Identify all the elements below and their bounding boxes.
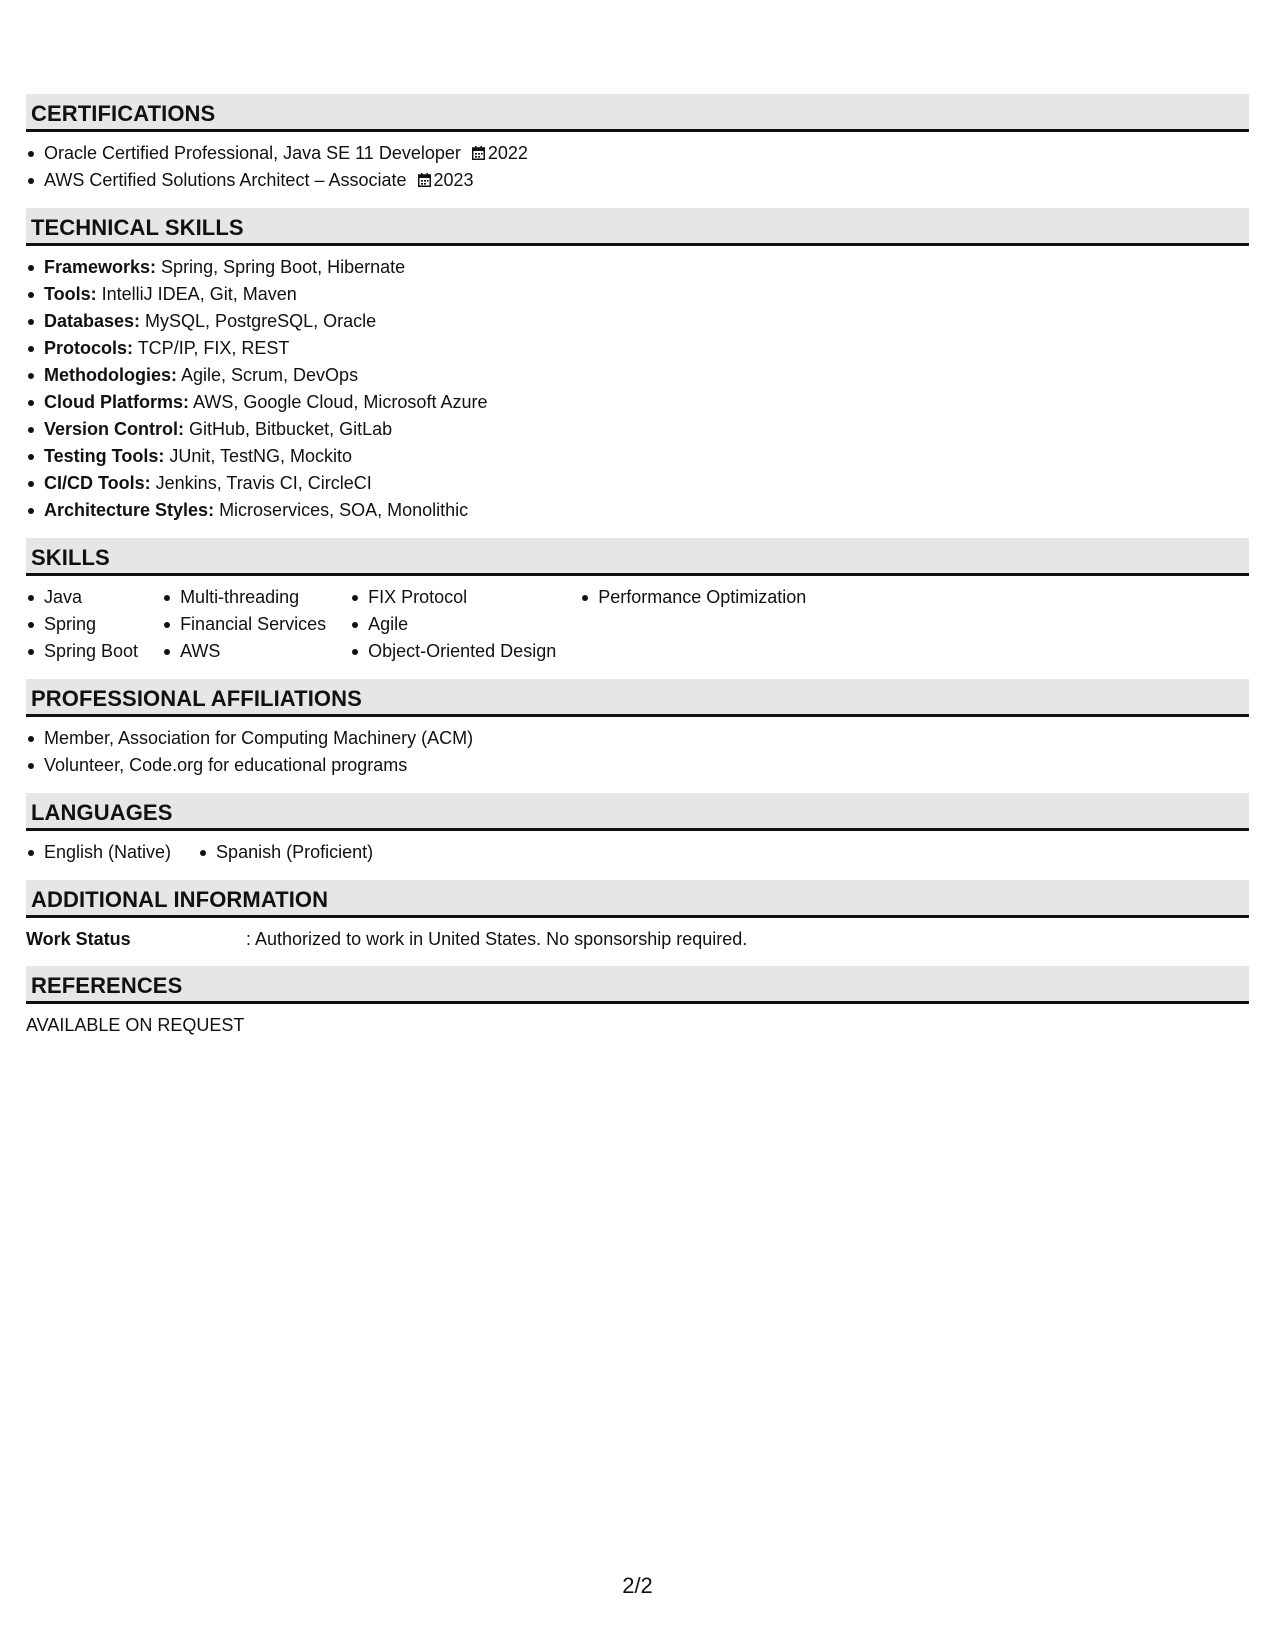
skill-category: Architecture Styles: bbox=[44, 500, 215, 520]
calendar-icon bbox=[472, 146, 485, 160]
list-item bbox=[26, 140, 1249, 167]
section-heading: LANGUAGES bbox=[26, 793, 1249, 831]
work-status-value: : Authorized to work in United States. No sponsorship required. bbox=[246, 929, 748, 949]
list-item: Member, Association for Computing Machinery (ACM) bbox=[26, 725, 1249, 752]
languages-list bbox=[26, 839, 1249, 866]
skills-section bbox=[26, 538, 1249, 665]
section-heading: CERTIFICATIONS bbox=[26, 94, 1249, 132]
technical-skills-list bbox=[26, 254, 1249, 524]
skill-category: CI/CD Tools: bbox=[44, 473, 151, 493]
list-item bbox=[26, 497, 1249, 524]
list-item bbox=[26, 281, 1249, 308]
work-status-label: Work Status bbox=[26, 929, 131, 949]
skill-values: JUnit, TestNG, Mockito bbox=[164, 446, 353, 466]
list-item: Spring Boot bbox=[26, 638, 138, 665]
skills-grid bbox=[26, 584, 1249, 665]
references-text: AVAILABLE ON REQUEST bbox=[26, 1015, 245, 1035]
list-item bbox=[26, 254, 1249, 281]
list-item bbox=[26, 167, 1249, 194]
skill-category: Testing Tools: bbox=[44, 446, 165, 466]
list-item: Financial Services bbox=[162, 611, 326, 638]
references-section bbox=[26, 966, 1249, 1038]
skill-category: Databases: bbox=[44, 311, 141, 331]
list-item bbox=[26, 308, 1249, 335]
skill-category: Protocols: bbox=[44, 338, 134, 358]
list-item: Performance Optimization bbox=[580, 584, 806, 611]
calendar-icon bbox=[418, 173, 431, 187]
list-item bbox=[26, 443, 1249, 470]
work-status-row bbox=[26, 926, 1249, 952]
section-heading: SKILLS bbox=[26, 538, 1249, 576]
skill-values: IntelliJ IDEA, Git, Maven bbox=[96, 284, 297, 304]
additional-info-section bbox=[26, 880, 1249, 952]
skill-category: Version Control: bbox=[44, 419, 185, 439]
skill-values: GitHub, Bitbucket, GitLab bbox=[184, 419, 393, 439]
list-item: FIX Protocol bbox=[350, 584, 556, 611]
list-item: Object-Oriented Design bbox=[350, 638, 556, 665]
page-number: 2/2 bbox=[622, 1573, 653, 1598]
certification-name: AWS Certified Solutions Architect – Associate bbox=[44, 170, 407, 190]
skill-values: MySQL, PostgreSQL, Oracle bbox=[140, 311, 377, 331]
list-item bbox=[26, 389, 1249, 416]
skill-category: Methodologies: bbox=[44, 365, 177, 385]
resume-page bbox=[26, 94, 1249, 1052]
list-item: Multi-threading bbox=[162, 584, 326, 611]
certification-name: Oracle Certified Professional, Java SE 11 Developer bbox=[44, 143, 461, 163]
certifications-list bbox=[26, 140, 1249, 194]
section-heading: PROFESSIONAL AFFILIATIONS bbox=[26, 679, 1249, 717]
section-heading: REFERENCES bbox=[26, 966, 1249, 1004]
certification-year: 2022 bbox=[487, 143, 528, 163]
certification-year: 2023 bbox=[433, 170, 474, 190]
affiliations-section bbox=[26, 679, 1249, 779]
list-item bbox=[26, 335, 1249, 362]
certifications-section bbox=[26, 94, 1249, 194]
skills-column bbox=[26, 584, 138, 665]
list-item bbox=[26, 362, 1249, 389]
skill-values: Microservices, SOA, Monolithic bbox=[214, 500, 469, 520]
skill-category: Tools: bbox=[44, 284, 97, 304]
list-item bbox=[26, 416, 1249, 443]
skill-values: Spring, Spring Boot, Hibernate bbox=[156, 257, 406, 277]
list-item: AWS bbox=[162, 638, 326, 665]
skill-values: Jenkins, Travis CI, CircleCI bbox=[150, 473, 372, 493]
list-item: English (Native) bbox=[26, 839, 171, 866]
skill-values: Agile, Scrum, DevOps bbox=[177, 365, 359, 385]
skills-column bbox=[350, 584, 556, 665]
list-item: Spanish (Proficient) bbox=[198, 839, 373, 866]
list-item: Volunteer, Code.org for educational programs bbox=[26, 752, 1249, 779]
skill-values: AWS, Google Cloud, Microsoft Azure bbox=[189, 392, 488, 412]
list-item bbox=[26, 470, 1249, 497]
list-item: Java bbox=[26, 584, 138, 611]
skill-category: Cloud Platforms: bbox=[44, 392, 190, 412]
skill-values: TCP/IP, FIX, REST bbox=[133, 338, 290, 358]
skills-column bbox=[162, 584, 326, 665]
affiliations-list bbox=[26, 725, 1249, 779]
list-item: Spring bbox=[26, 611, 138, 638]
technical-skills-section bbox=[26, 208, 1249, 524]
section-heading: TECHNICAL SKILLS bbox=[26, 208, 1249, 246]
skill-category: Frameworks: bbox=[44, 257, 157, 277]
section-heading: ADDITIONAL INFORMATION bbox=[26, 880, 1249, 918]
languages-section bbox=[26, 793, 1249, 866]
list-item: Agile bbox=[350, 611, 556, 638]
skills-column bbox=[580, 584, 806, 665]
